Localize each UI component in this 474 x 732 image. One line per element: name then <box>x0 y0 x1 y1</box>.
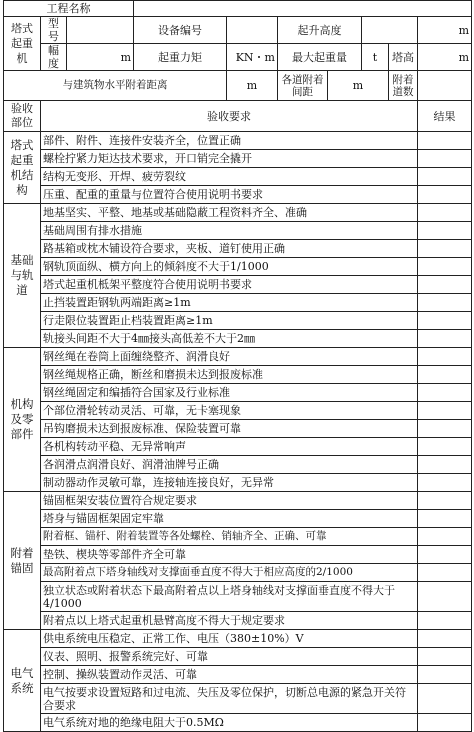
requirement-item: 锚固框架安装位置符合规定要求 <box>41 492 418 510</box>
model-label: 型号 <box>41 17 67 44</box>
result-cell[interactable] <box>418 438 472 456</box>
equipment-no-label: 设备编号 <box>134 17 227 44</box>
section-column-header: 验收部位 <box>4 101 41 132</box>
result-column-header: 结果 <box>418 101 472 132</box>
result-cell[interactable] <box>418 258 472 276</box>
requirement-item: 各机构转动平稳、无异常响声 <box>41 438 418 456</box>
result-cell[interactable] <box>418 384 472 402</box>
result-cell[interactable] <box>418 240 472 258</box>
result-cell[interactable] <box>418 666 472 684</box>
requirement-item: 地基坚实、平整、地基或基础隐蔽工程资料齐全、准确 <box>41 204 418 222</box>
anchor-spacing-unit: m <box>328 71 389 101</box>
tower-height-unit: m <box>418 44 472 71</box>
requirement-item: 附着框、锚杆、附着装置等各处螺栓、销轴齐全、正确、可靠 <box>41 528 418 546</box>
requirement-item: 螺栓拧紧力矩达技术要求，开口销完全撬开 <box>41 150 418 168</box>
result-cell[interactable] <box>418 528 472 546</box>
project-name-label: 工程名称 <box>4 1 134 17</box>
result-cell[interactable] <box>418 546 472 564</box>
form-table <box>3 0 472 732</box>
requirement-item: 附着点以上塔式起重机悬臂高度不得大于规定要求 <box>41 612 418 630</box>
requirement-item: 塔身与锚固框架固定牢靠 <box>41 510 418 528</box>
model-value[interactable] <box>67 17 134 44</box>
result-cell[interactable] <box>418 582 472 612</box>
crane-label: 塔式起重机 <box>4 17 41 71</box>
result-cell[interactable] <box>418 630 472 648</box>
requirement-item: 钢轨顶面纵、横方向上的倾斜度不大于1/1000 <box>41 258 418 276</box>
building-distance-unit: m <box>227 71 278 101</box>
result-cell[interactable] <box>418 222 472 240</box>
result-cell[interactable] <box>418 492 472 510</box>
requirement-item: 独立状态或附着状态下最高附着点以上塔身轴线对支撑面垂直度不得大于4/1000 <box>41 582 418 612</box>
building-distance-label: 与建筑物水平附着距离 <box>4 71 227 101</box>
requirement-item: 吊钩磨损未达到报废标准、保险装置可靠 <box>41 420 418 438</box>
requirement-item: 供电系统电压稳定、正常工作、电压（380±10%）V <box>41 630 418 648</box>
requirement-item: 钢丝绳在卷筒上面缠绕整齐、润滑良好 <box>41 348 418 366</box>
lift-height-unit: m <box>418 17 472 44</box>
result-cell[interactable] <box>418 402 472 420</box>
result-cell[interactable] <box>418 186 472 204</box>
project-name-value[interactable] <box>134 1 472 17</box>
requirement-item: 个部位滑轮转动灵活、可靠，无卡塞现象 <box>41 402 418 420</box>
section-label-anchoring: 附着锚固 <box>4 492 41 630</box>
requirement-item: 垫铁、楔块等零部件齐全可靠 <box>41 546 418 564</box>
requirement-item: 电气按要求设置短路和过电流、失压及零位保护，切断总电源的紧急开关符合要求 <box>41 684 418 714</box>
requirement-item: 基础周围有排水措施 <box>41 222 418 240</box>
max-weight-unit: t <box>362 44 389 71</box>
result-cell[interactable] <box>418 330 472 348</box>
result-cell[interactable] <box>418 510 472 528</box>
result-cell[interactable] <box>418 684 472 714</box>
result-cell[interactable] <box>418 312 472 330</box>
result-cell[interactable] <box>418 276 472 294</box>
result-cell[interactable] <box>418 648 472 666</box>
result-cell[interactable] <box>418 612 472 630</box>
result-cell[interactable] <box>418 456 472 474</box>
requirement-item: 行走限位装置距止档装置距离≥1m <box>41 312 418 330</box>
tower-height-label: 塔高 <box>389 44 418 71</box>
lift-height-label: 起升高度 <box>278 17 362 44</box>
section-label-mechanisms: 机构及零部件 <box>4 348 41 492</box>
result-cell[interactable] <box>418 366 472 384</box>
result-cell[interactable] <box>418 714 472 732</box>
lift-moment-label: 起重力矩 <box>134 44 227 71</box>
max-weight-label: 最大起重量 <box>278 44 362 71</box>
anchor-spacing-label: 各道附着间距 <box>278 71 328 101</box>
requirement-item: 钢丝绳固定和编插符合国家及行业标准 <box>41 384 418 402</box>
requirement-item: 仪表、照明、报警系统完好、可靠 <box>41 648 418 666</box>
result-cell[interactable] <box>418 132 472 150</box>
result-cell[interactable] <box>418 204 472 222</box>
requirement-item: 最高附着点下塔身轴线对支撑面垂直度不得大于相应高度的2/1000 <box>41 564 418 582</box>
requirement-item: 路基箱或枕木铺设符合要求，夹板、道钉使用正确 <box>41 240 418 258</box>
requirement-item: 轨接头间距不大于4㎜接头高低差不大于2㎜ <box>41 330 418 348</box>
requirement-item: 控制、操纵装置动作灵活、可靠 <box>41 666 418 684</box>
requirement-item: 各润滑点润滑良好、润滑油牌号正确 <box>41 456 418 474</box>
anchor-count-label: 附着道数 <box>389 71 418 101</box>
requirement-item: 塔式起重机柢架平整度符合使用说明书要求 <box>41 276 418 294</box>
result-cell[interactable] <box>418 168 472 186</box>
requirement-item: 止挡装置距钢轨两端距离≥1m <box>41 294 418 312</box>
section-label-structure: 塔式起重机结构 <box>4 132 41 204</box>
lift-moment-unit: KN・m <box>227 44 278 71</box>
requirement-item: 压重、配重的重量与位置符合使用说明书要求 <box>41 186 418 204</box>
anchor-count-value[interactable] <box>418 71 472 101</box>
requirements-column-header: 验收要求 <box>41 101 418 132</box>
lift-height-value[interactable] <box>362 17 418 44</box>
result-cell[interactable] <box>418 420 472 438</box>
result-cell[interactable] <box>418 294 472 312</box>
result-cell[interactable] <box>418 564 472 582</box>
section-label-foundation: 基础与轨道 <box>4 204 41 348</box>
result-cell[interactable] <box>418 348 472 366</box>
result-cell[interactable] <box>418 474 472 492</box>
section-label-electrical: 电气系统 <box>4 630 41 732</box>
requirement-item: 制动器动作灵敏可靠，连接轴连接良好，无异常 <box>41 474 418 492</box>
result-cell[interactable] <box>418 150 472 168</box>
requirement-item: 部件、附件、连接件安装齐全，位置正确 <box>41 132 418 150</box>
requirement-item: 电气系统对地的绝缘电阻大于0.5MΩ <box>41 714 418 732</box>
amplitude-label: 幅度 <box>41 44 67 71</box>
requirement-item: 钢丝绳规格正确，断丝和磨损未达到报废标准 <box>41 366 418 384</box>
requirement-item: 结构无变形、开焊、疲劳裂纹 <box>41 168 418 186</box>
amplitude-unit: m <box>67 44 134 71</box>
equipment-no-value[interactable] <box>227 17 278 44</box>
